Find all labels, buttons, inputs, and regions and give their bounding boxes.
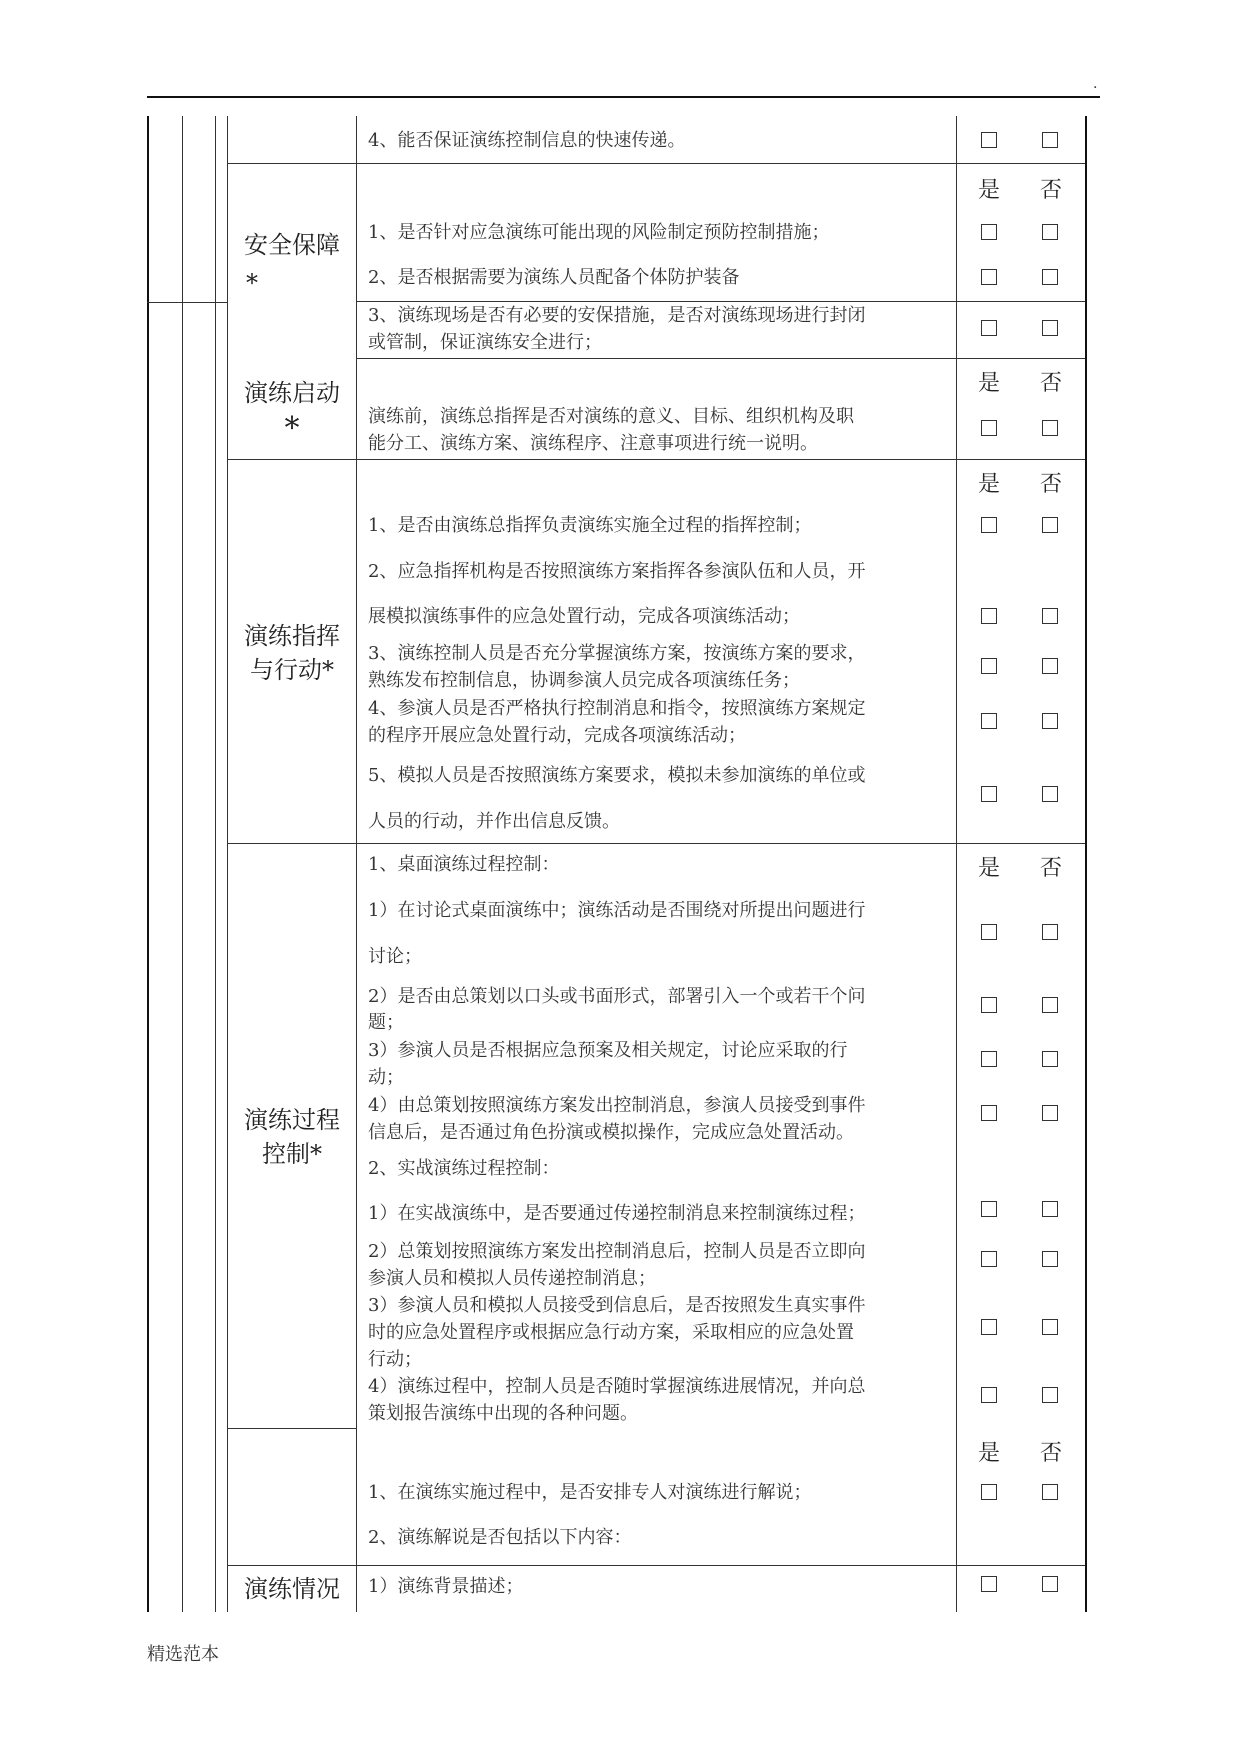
checkbox-yes[interactable]: [981, 1319, 997, 1335]
checkbox-no[interactable]: [1042, 924, 1058, 940]
item-cmd2-a: 2、应急指挥机构是否按照演练方案指挥各参演队伍和人员，开: [368, 561, 866, 582]
no-label: 否: [1040, 371, 1063, 396]
header-rule: [147, 96, 1100, 98]
checkbox-yes[interactable]: [981, 420, 997, 436]
checkbox-no[interactable]: [1042, 997, 1058, 1013]
no-label: 否: [1040, 472, 1063, 497]
row-line-1: [227, 163, 1085, 164]
checkbox-no[interactable]: [1042, 420, 1058, 436]
category-process-line2: 控制*: [262, 1140, 322, 1168]
checkbox-no[interactable]: [1042, 1201, 1058, 1217]
item-safe2: 2、是否根据需要为演练人员配备个体防护装备: [368, 267, 740, 288]
row-line-6: [227, 1428, 357, 1429]
item-sit1: 1）演练背景描述；: [368, 1576, 524, 1597]
item-cmd4-b: 的程序开展应急处置行动，完成各项演练活动；: [368, 725, 746, 746]
checkbox-no[interactable]: [1042, 1051, 1058, 1067]
no-label: 否: [1040, 178, 1063, 203]
checkbox-yes[interactable]: [981, 1051, 997, 1067]
col-line-b-bottom: [215, 302, 216, 1612]
item-safe3-a: 3、演练现场是否有必要的安保措施，是否对演练现场进行封闭: [368, 305, 866, 326]
item-info4: 4、能否保证演练控制信息的快速传递。: [368, 130, 686, 151]
category-safety: 安全保障: [244, 231, 340, 259]
item-proc-h2: 2、实战演练过程控制：: [368, 1158, 560, 1179]
checkbox-no[interactable]: [1042, 1576, 1058, 1592]
item-proc8-b: 策划报告演练中出现的各种问题。: [368, 1403, 638, 1424]
col-line-c: [227, 116, 228, 1612]
checkbox-yes[interactable]: [981, 786, 997, 802]
item-proc7-a: 3）参演人员和模拟人员接受到信息后，是否按照发生真实事件: [368, 1295, 866, 1316]
item-proc6-a: 2）总策划按照演练方案发出控制消息后，控制人员是否立即向: [368, 1241, 866, 1262]
item-proc1-b: 讨论；: [368, 946, 422, 967]
checkbox-no[interactable]: [1042, 658, 1058, 674]
item-cmd5-b: 人员的行动，并作出信息反馈。: [368, 811, 620, 832]
item-proc5: 1）在实战演练中，是否要通过传递控制消息来控制演练过程；: [368, 1203, 866, 1224]
item-proc6-b: 参演人员和模拟人员传递控制消息；: [368, 1268, 656, 1289]
yes-label: 是: [978, 1441, 1001, 1466]
footer-text: 精选范本: [147, 1644, 219, 1665]
item-proc7-b: 时的应急处置程序或根据应急行动方案，采取相应的应急处置: [368, 1322, 854, 1343]
checkbox-yes[interactable]: [981, 997, 997, 1013]
col-line-d: [356, 116, 357, 1612]
category-start-star: *: [284, 411, 300, 446]
item-proc-h1: 1、桌面演练过程控制：: [368, 854, 560, 875]
item-proc3-a: 3）参演人员是否根据应急预案及相关规定，讨论应采取的行: [368, 1040, 848, 1061]
right-border: [1085, 116, 1087, 1612]
checkbox-yes[interactable]: [981, 320, 997, 336]
item-cmd4-a: 4、参演人员是否严格执行控制消息和指令，按照演练方案规定: [368, 698, 866, 719]
left-border: [147, 116, 149, 1612]
category-safety-star: *: [246, 269, 258, 297]
header-dot: .: [1093, 76, 1098, 92]
left-section-rule: [147, 302, 227, 303]
checkbox-no[interactable]: [1042, 1484, 1058, 1500]
checkbox-no[interactable]: [1042, 1251, 1058, 1267]
item-cmd3-a: 3、演练控制人员是否充分掌握演练方案，按演练方案的要求，: [368, 643, 866, 664]
yes-label: 是: [978, 856, 1001, 881]
no-label: 否: [1040, 1441, 1063, 1466]
item-proc2-a: 2）是否由总策划以口头或书面形式，部署引入一个或若干个问: [368, 986, 866, 1007]
item-exp2: 2、演练解说是否包括以下内容：: [368, 1527, 632, 1548]
row-line-5: [227, 843, 1085, 844]
col-line-b-top: [215, 116, 216, 302]
category-situation: 演练情况: [244, 1575, 340, 1603]
item-exp1: 1、在演练实施过程中，是否安排专人对演练进行解说；: [368, 1482, 812, 1503]
checkbox-yes[interactable]: [981, 1484, 997, 1500]
checkbox-no[interactable]: [1042, 608, 1058, 624]
col-line-e: [956, 116, 957, 1612]
checkbox-no[interactable]: [1042, 320, 1058, 336]
yes-label: 是: [978, 178, 1001, 203]
category-command-line1: 演练指挥: [244, 622, 340, 650]
item-start1-b: 能分工、演练方案、演练程序、注意事项进行统一说明。: [368, 433, 818, 454]
checkbox-yes[interactable]: [981, 658, 997, 674]
item-cmd3-b: 熟练发布控制信息，协调参演人员完成各项演练任务；: [368, 670, 800, 691]
row-line-4: [227, 459, 1085, 460]
item-safe1: 1、是否针对应急演练可能出现的风险制定预防控制措施；: [368, 222, 830, 243]
no-label: 否: [1040, 856, 1063, 881]
checkbox-yes[interactable]: [981, 132, 997, 148]
checkbox-yes[interactable]: [981, 1201, 997, 1217]
item-proc3-b: 动；: [368, 1067, 404, 1088]
item-cmd1: 1、是否由演练总指挥负责演练实施全过程的指挥控制；: [368, 515, 812, 536]
checkbox-no[interactable]: [1042, 1319, 1058, 1335]
item-cmd2-b: 展模拟演练事件的应急处置行动，完成各项演练活动；: [368, 606, 800, 627]
row-line-7: [227, 1565, 1085, 1566]
item-proc4-a: 4）由总策划按照演练方案发出控制消息，参演人员接受到事件: [368, 1095, 866, 1116]
checkbox-yes[interactable]: [981, 517, 997, 533]
item-proc7-c: 行动；: [368, 1349, 422, 1370]
item-safe3-b: 或管制，保证演练安全进行；: [368, 332, 602, 353]
checkbox-no[interactable]: [1042, 1387, 1058, 1403]
checkbox-yes[interactable]: [981, 608, 997, 624]
checkbox-no[interactable]: [1042, 224, 1058, 240]
checkbox-no[interactable]: [1042, 269, 1058, 285]
checkbox-yes[interactable]: [981, 1576, 997, 1592]
checkbox-yes[interactable]: [981, 713, 997, 729]
item-proc1-a: 1）在讨论式桌面演练中；演练活动是否围绕对所提出问题进行: [368, 900, 866, 921]
item-cmd5-a: 5、模拟人员是否按照演练方案要求，模拟未参加演练的单位或: [368, 765, 866, 786]
checkbox-yes[interactable]: [981, 924, 997, 940]
checkbox-no[interactable]: [1042, 786, 1058, 802]
item-proc2-b: 题；: [368, 1012, 404, 1033]
checkbox-yes[interactable]: [981, 1251, 997, 1267]
checkbox-yes[interactable]: [981, 1105, 997, 1121]
checkbox-no[interactable]: [1042, 517, 1058, 533]
yes-label: 是: [978, 371, 1001, 396]
checkbox-yes[interactable]: [981, 269, 997, 285]
checkbox-yes[interactable]: [981, 224, 997, 240]
col-line-a: [182, 116, 183, 1612]
category-start: 演练启动: [244, 379, 340, 407]
checkbox-yes[interactable]: [981, 1387, 997, 1403]
checkbox-no[interactable]: [1042, 132, 1058, 148]
item-start1-a: 演练前，演练总指挥是否对演练的意义、目标、组织机构及职: [368, 406, 854, 427]
yes-label: 是: [978, 472, 1001, 497]
category-command-line2: 与行动*: [250, 656, 334, 684]
row-line-3: [356, 358, 1085, 359]
checkbox-no[interactable]: [1042, 1105, 1058, 1121]
checkbox-no[interactable]: [1042, 713, 1058, 729]
item-proc4-b: 信息后，是否通过角色扮演或模拟操作，完成应急处置活动。: [368, 1122, 854, 1143]
category-process-line1: 演练过程: [244, 1106, 340, 1134]
item-proc8-a: 4）演练过程中，控制人员是否随时掌握演练进展情况，并向总: [368, 1376, 866, 1397]
